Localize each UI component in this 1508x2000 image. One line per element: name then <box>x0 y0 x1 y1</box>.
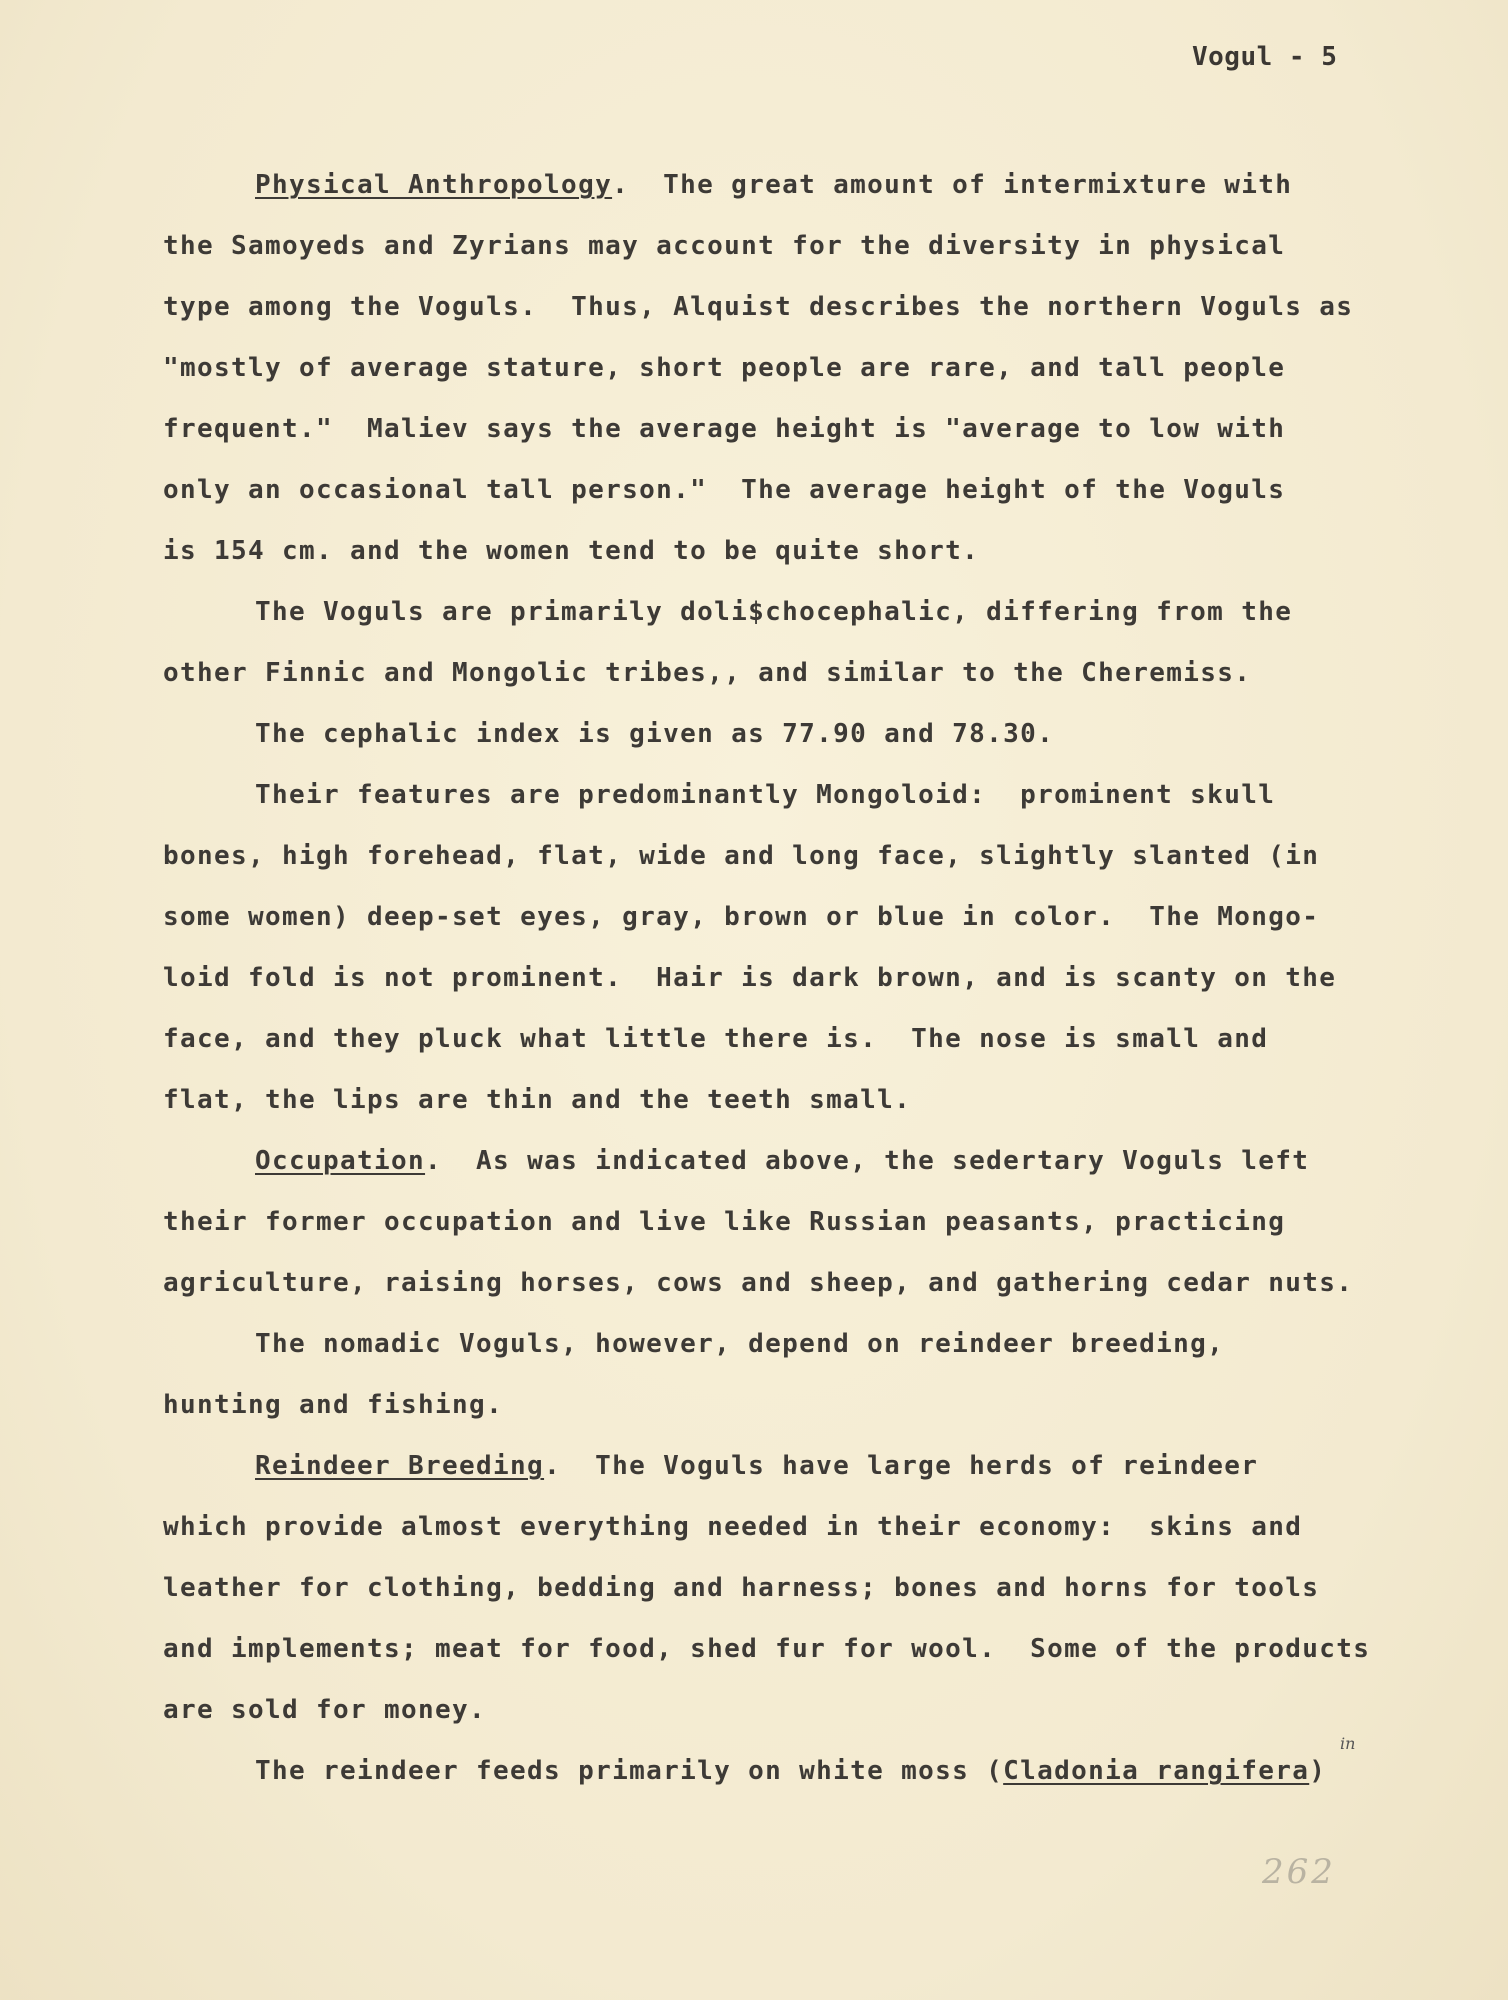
text-line: The Voguls are primarily doli$chocephalic, differing from the <box>255 597 1293 627</box>
scientific-name: Cladonia rangifera <box>1003 1756 1310 1786</box>
text-line: The cephalic index is given as 77.90 and 78.30. <box>255 719 1055 749</box>
text-line: type among the Voguls. Thus, Alquist describes the northern Voguls as <box>163 292 1354 322</box>
text-line: other Finnic and Mongolic tribes,, and similar to the Cheremiss. <box>163 658 1252 688</box>
text-line: "mostly of average stature, short people are rare, and tall people <box>163 353 1286 383</box>
text-line: agriculture, raising horses, cows and sheep, and gathering cedar nuts. <box>163 1268 1354 1298</box>
text-line: their former occupation and live like Russian peasants, practicing <box>163 1207 1286 1237</box>
text-line: which provide almost everything needed in their economy: skins and <box>163 1512 1303 1542</box>
section-heading-reindeer-breeding: Reindeer Breeding <box>255 1451 545 1481</box>
text-line: Physical Anthropology. The great amount of intermixture with <box>255 170 1293 200</box>
section-heading-occupation: Occupation <box>255 1146 426 1176</box>
text-line: Occupation. As was indicated above, the sedertary Voguls left <box>255 1146 1310 1176</box>
text-line: flat, the lips are thin and the teeth small. <box>163 1085 912 1115</box>
handwritten-insertion: in <box>1340 1734 1356 1753</box>
text-line: only an occasional tall person." The average height of the Voguls <box>163 475 1286 505</box>
text-line: hunting and fishing. <box>163 1390 504 1420</box>
text-line: Their features are predominantly Mongoloid: prominent skull <box>255 780 1276 810</box>
text-line: leather for clothing, bedding and harness; bones and horns for tools <box>163 1573 1320 1603</box>
text-line: is 154 cm. and the women tend to be quite short. <box>163 536 980 566</box>
text-line: bones, high forehead, flat, wide and long face, slightly slanted (in <box>163 841 1320 871</box>
text-line: are sold for money. <box>163 1695 487 1725</box>
text-line: some women) deep-set eyes, gray, brown or blue in color. The Mongo- <box>163 902 1320 932</box>
text-line: The reindeer feeds primarily on white moss (Cladonia rangifera) <box>255 1756 1327 1786</box>
text-line: and implements; meat for food, shed fur for wool. Some of the products <box>163 1634 1371 1664</box>
text-line: Reindeer Breeding. The Voguls have large herds of reindeer <box>255 1451 1259 1481</box>
text-line: face, and they pluck what little there is. The nose is small and <box>163 1024 1269 1054</box>
handwritten-page-number: 262 <box>1262 1852 1336 1892</box>
page-header: Vogul - 5 <box>1192 42 1338 72</box>
text-line: the Samoyeds and Zyrians may account for the diversity in physical <box>163 231 1286 261</box>
text-line: The nomadic Voguls, however, depend on reindeer breeding, <box>255 1329 1225 1359</box>
text-line: loid fold is not prominent. Hair is dark brown, and is scanty on the <box>163 963 1337 993</box>
section-heading-physical-anthropology: Physical Anthropology <box>255 170 613 200</box>
text-line: frequent." Maliev says the average height is "average to low with <box>163 414 1286 444</box>
